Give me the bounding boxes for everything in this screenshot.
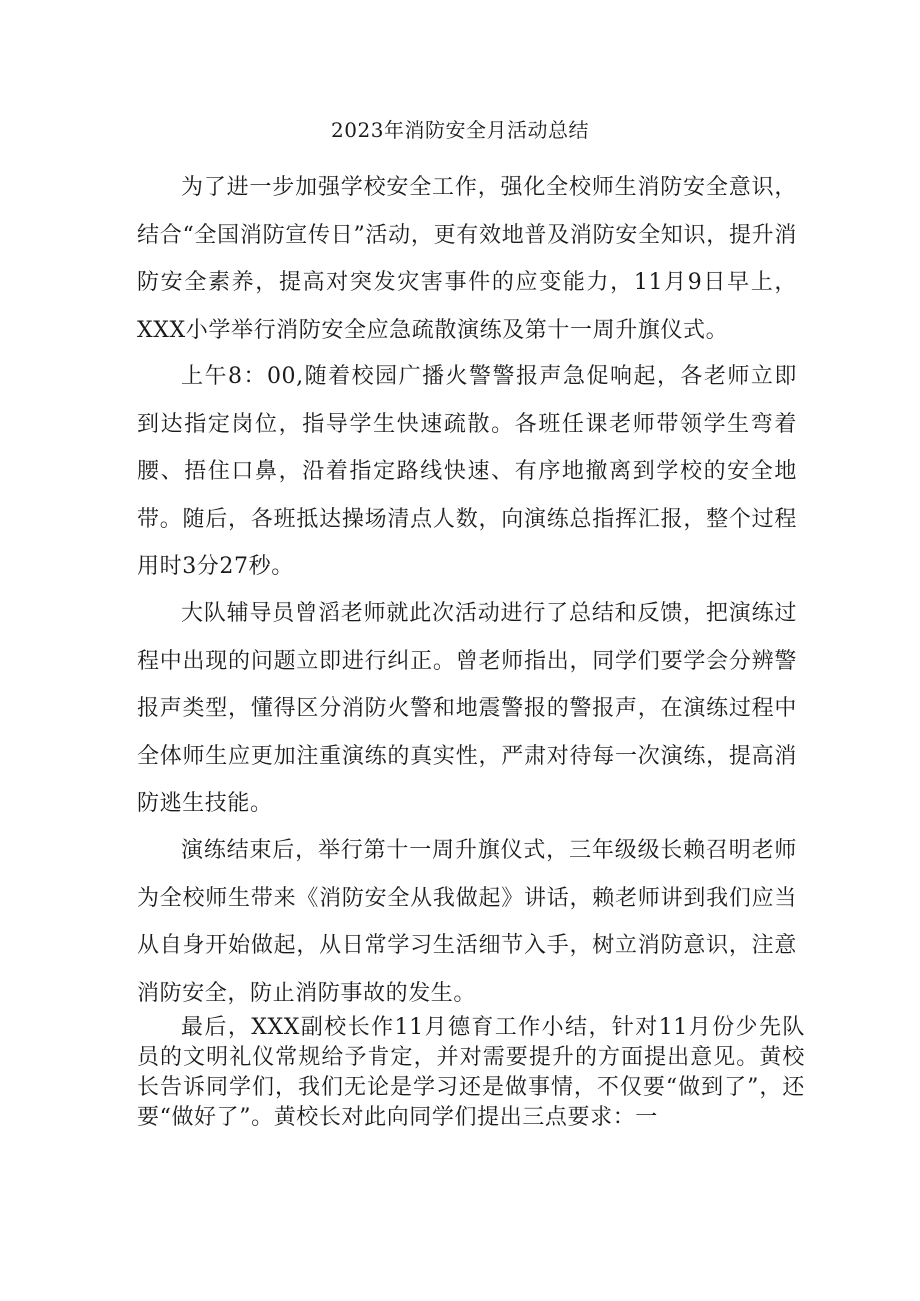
paragraph-intro: 为了进一步加强学校安全工作，强化全校师生消防安全意识，结合“全国消防宣传日”活动，更有效地普及消防安全知识，提升消防安全素养，提高对突发灾害事件的应变能力，11月9日早上，XXX小学举行消防安全应急疏散演练及第十一周升旗仪式。 [137, 175, 797, 343]
paragraph-evacuation: 上午8：00,随着校园广播火警警报声急促响起，各老师立即到达指定岗位，指导学生快速疏散。各班任课老师带领学生弯着腰、捂住口鼻，沿着指定路线快速、有序地撤离到学校的安全地带。随后，各班抵达操场清点人数，向演练总指挥汇报，整个过程用时3分27秒。 [137, 364, 797, 579]
document-title: 2023年消防安全月活动总结 [331, 118, 589, 142]
paragraph-closing: 最后，XXX副校长作11月德育工作小结，针对11月份少先队员的文明礼仪常规给予肯定，并对需要提升的方面提出意见。黄校长告诉同学们，我们无论是学习还是做事情，不仅要“做到了”，还要“做好了”。黄校长对此向同学们提出三点要求：一 [137, 1015, 805, 1130]
paragraph-feedback: 大队辅导员曾滔老师就此次活动进行了总结和反馈，把演练过程中出现的问题立即进行纠正。曾老师指出，同学们要学会分辨警报声类型，懂得区分消防火警和地震警报的警报声，在演练过程中全体师生应更加注重演练的真实性，严肃对待每一次演练，提高消防逃生技能。 [137, 601, 797, 816]
paragraph-flag-ceremony: 演练结束后，举行第十一周升旗仪式，三年级级长赖召明老师为全校师生带来《消防安全从我做起》讲话，赖老师讲到我们应当从自身开始做起，从日常学习生活细节入手，树立消防意识，注意消防安全，防止消防事故的发生。 [137, 838, 797, 1006]
